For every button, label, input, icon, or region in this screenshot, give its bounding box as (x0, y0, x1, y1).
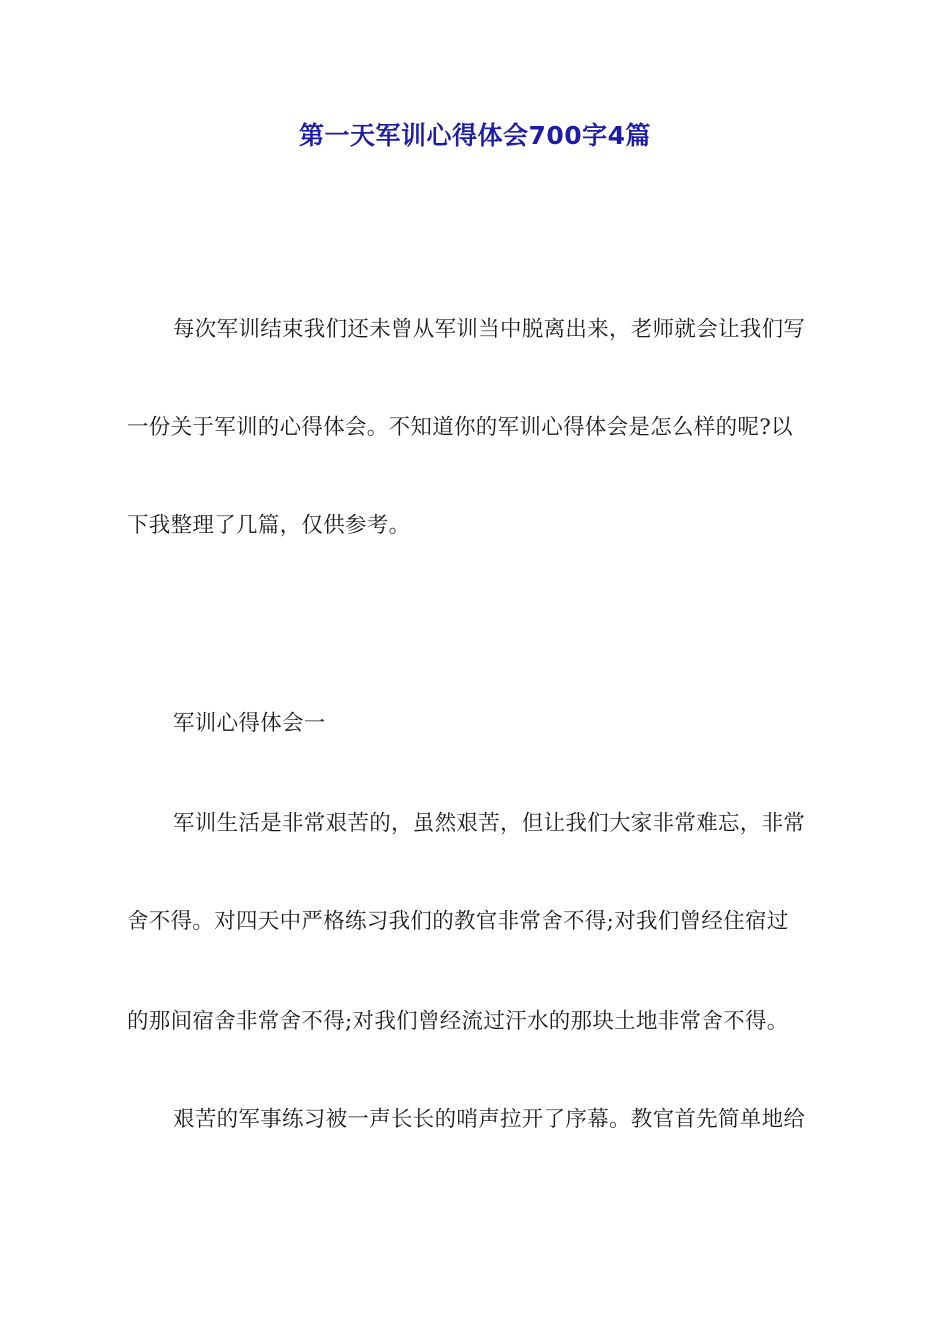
paragraph1-line-1: 军训生活是非常艰苦的，虽然艰苦，但让我们大家非常难忘，非常 (173, 811, 806, 836)
intro-line-2: 一份关于军训的心得体会。不知道你的军训心得体会是怎么样的呢?以 (127, 415, 793, 440)
intro-line-1: 每次军训结束我们还未曾从军训当中脱离出来，老师就会让我们写 (173, 317, 806, 342)
document-title: 第一天军训心得体会700字4篇 (298, 121, 652, 150)
paragraph1-line-2: 舍不得。对四天中严格练习我们的教官非常舍不得;对我们曾经住宿过 (127, 909, 789, 934)
paragraph2-line-1: 艰苦的军事练习被一声长长的哨声拉开了序幕。教官首先简单地给 (173, 1107, 806, 1132)
paragraph1-line-3: 的那间宿舍非常舍不得;对我们曾经流过汗水的那块土地非常舍不得。 (127, 1009, 789, 1034)
section-heading: 军训心得体会一 (173, 711, 326, 736)
intro-line-3: 下我整理了几篇，仅供参考。 (127, 513, 411, 538)
